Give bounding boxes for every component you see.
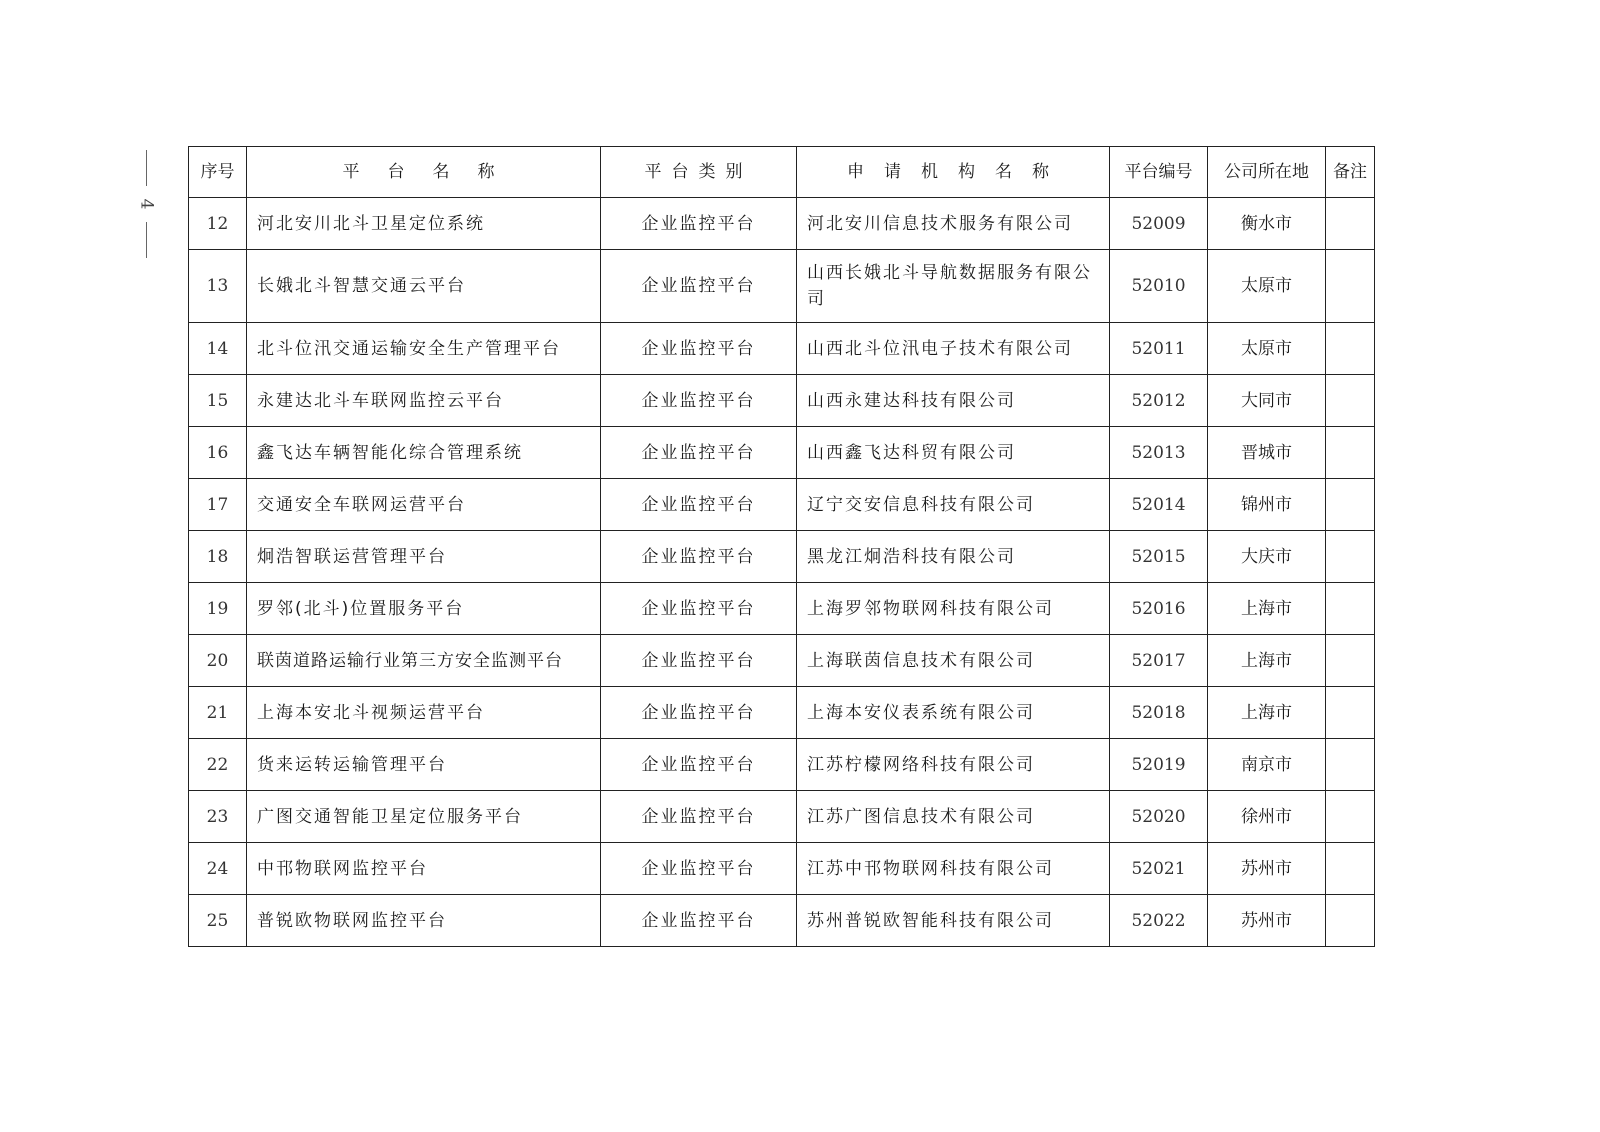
cell-location: 苏州市 bbox=[1208, 895, 1326, 947]
table-header-row bbox=[189, 147, 1375, 198]
cell-location: 晋城市 bbox=[1208, 427, 1326, 479]
table-row bbox=[189, 583, 1375, 635]
cell-platform-type: 企业监控平台 bbox=[601, 427, 797, 479]
header-platform-type: 平台类别 bbox=[601, 147, 797, 198]
cell-location: 苏州市 bbox=[1208, 843, 1326, 895]
cell-org-name: 山西长娥北斗导航数据服务有限公司 bbox=[797, 250, 1110, 323]
cell-seq: 25 bbox=[189, 895, 247, 947]
cell-platform-name: 联茵道路运输行业第三方安全监测平台 bbox=[247, 635, 601, 687]
cell-platform-type: 企业监控平台 bbox=[601, 583, 797, 635]
table-row bbox=[189, 375, 1375, 427]
cell-platform-name: 货来运转运输管理平台 bbox=[247, 739, 601, 791]
cell-remark bbox=[1326, 791, 1375, 843]
cell-location: 上海市 bbox=[1208, 687, 1326, 739]
cell-platform-type: 企业监控平台 bbox=[601, 479, 797, 531]
cell-location: 太原市 bbox=[1208, 323, 1326, 375]
cell-platform-name: 广图交通智能卫星定位服务平台 bbox=[247, 791, 601, 843]
cell-platform-name: 长娥北斗智慧交通云平台 bbox=[247, 250, 601, 323]
cell-remark bbox=[1326, 635, 1375, 687]
cell-seq: 22 bbox=[189, 739, 247, 791]
cell-org-name: 黑龙江炯浩科技有限公司 bbox=[797, 531, 1110, 583]
cell-seq: 21 bbox=[189, 687, 247, 739]
cell-platform-name: 鑫飞达车辆智能化综合管理系统 bbox=[247, 427, 601, 479]
cell-platform-name: 交通安全车联网运营平台 bbox=[247, 479, 601, 531]
cell-org-name: 山西鑫飞达科贸有限公司 bbox=[797, 427, 1110, 479]
cell-location: 大庆市 bbox=[1208, 531, 1326, 583]
cell-platform-type: 企业监控平台 bbox=[601, 791, 797, 843]
cell-seq: 13 bbox=[189, 250, 247, 323]
cell-platform-type: 企业监控平台 bbox=[601, 531, 797, 583]
cell-location: 锦州市 bbox=[1208, 479, 1326, 531]
header-org-name: 申请机构名称 bbox=[797, 147, 1110, 198]
cell-platform-name: 永建达北斗车联网监控云平台 bbox=[247, 375, 601, 427]
cell-location: 上海市 bbox=[1208, 583, 1326, 635]
cell-remark bbox=[1326, 531, 1375, 583]
table-row bbox=[189, 250, 1375, 323]
cell-platform-code: 52020 bbox=[1110, 791, 1208, 843]
cell-platform-code: 52018 bbox=[1110, 687, 1208, 739]
header-platform-code: 平台编号 bbox=[1110, 147, 1208, 198]
cell-platform-code: 52010 bbox=[1110, 250, 1208, 323]
cell-remark bbox=[1326, 687, 1375, 739]
cell-org-name: 上海罗邻物联网科技有限公司 bbox=[797, 583, 1110, 635]
cell-platform-name: 北斗位汛交通运输安全生产管理平台 bbox=[247, 323, 601, 375]
cell-location: 衡水市 bbox=[1208, 198, 1326, 250]
cell-platform-name: 炯浩智联运营管理平台 bbox=[247, 531, 601, 583]
cell-platform-type: 企业监控平台 bbox=[601, 198, 797, 250]
page-number-dash-bottom bbox=[146, 222, 147, 258]
cell-seq: 18 bbox=[189, 531, 247, 583]
cell-org-name: 江苏柠檬网络科技有限公司 bbox=[797, 739, 1110, 791]
cell-platform-type: 企业监控平台 bbox=[601, 895, 797, 947]
cell-location: 上海市 bbox=[1208, 635, 1326, 687]
cell-platform-name: 罗邻(北斗)位置服务平台 bbox=[247, 583, 601, 635]
cell-platform-type: 企业监控平台 bbox=[601, 687, 797, 739]
cell-org-name: 江苏中邗物联网科技有限公司 bbox=[797, 843, 1110, 895]
header-platform-name: 平台名称 bbox=[247, 147, 601, 198]
cell-platform-code: 52021 bbox=[1110, 843, 1208, 895]
table-row bbox=[189, 635, 1375, 687]
cell-seq: 14 bbox=[189, 323, 247, 375]
cell-org-name: 上海联茵信息技术有限公司 bbox=[797, 635, 1110, 687]
cell-remark bbox=[1326, 250, 1375, 323]
cell-org-name: 江苏广图信息技术有限公司 bbox=[797, 791, 1110, 843]
table-row bbox=[189, 479, 1375, 531]
cell-platform-code: 52019 bbox=[1110, 739, 1208, 791]
table-row bbox=[189, 323, 1375, 375]
table-row bbox=[189, 687, 1375, 739]
cell-remark bbox=[1326, 583, 1375, 635]
cell-org-name: 辽宁交安信息科技有限公司 bbox=[797, 479, 1110, 531]
page-number-marker bbox=[131, 150, 161, 270]
cell-remark bbox=[1326, 198, 1375, 250]
page-number-dash-top bbox=[146, 150, 147, 186]
cell-remark bbox=[1326, 843, 1375, 895]
cell-remark bbox=[1326, 479, 1375, 531]
cell-platform-type: 企业监控平台 bbox=[601, 635, 797, 687]
cell-remark bbox=[1326, 375, 1375, 427]
cell-location: 南京市 bbox=[1208, 739, 1326, 791]
cell-seq: 19 bbox=[189, 583, 247, 635]
cell-platform-code: 52015 bbox=[1110, 531, 1208, 583]
cell-location: 徐州市 bbox=[1208, 791, 1326, 843]
table-row bbox=[189, 198, 1375, 250]
cell-platform-name: 河北安川北斗卫星定位系统 bbox=[247, 198, 601, 250]
page-number: 4 bbox=[135, 198, 156, 210]
cell-platform-type: 企业监控平台 bbox=[601, 739, 797, 791]
table-row bbox=[189, 739, 1375, 791]
cell-platform-type: 企业监控平台 bbox=[601, 843, 797, 895]
cell-platform-type: 企业监控平台 bbox=[601, 323, 797, 375]
cell-seq: 12 bbox=[189, 198, 247, 250]
cell-remark bbox=[1326, 323, 1375, 375]
cell-org-name: 山西永建达科技有限公司 bbox=[797, 375, 1110, 427]
header-seq: 序号 bbox=[189, 147, 247, 198]
cell-platform-type: 企业监控平台 bbox=[601, 250, 797, 323]
cell-platform-code: 52022 bbox=[1110, 895, 1208, 947]
cell-platform-code: 52012 bbox=[1110, 375, 1208, 427]
cell-remark bbox=[1326, 739, 1375, 791]
cell-seq: 15 bbox=[189, 375, 247, 427]
cell-platform-name: 普锐欧物联网监控平台 bbox=[247, 895, 601, 947]
cell-remark bbox=[1326, 427, 1375, 479]
cell-org-name: 山西北斗位汛电子技术有限公司 bbox=[797, 323, 1110, 375]
cell-platform-name: 中邗物联网监控平台 bbox=[247, 843, 601, 895]
table-row bbox=[189, 895, 1375, 947]
cell-seq: 24 bbox=[189, 843, 247, 895]
table-row bbox=[189, 427, 1375, 479]
cell-seq: 17 bbox=[189, 479, 247, 531]
cell-org-name: 河北安川信息技术服务有限公司 bbox=[797, 198, 1110, 250]
cell-org-name: 苏州普锐欧智能科技有限公司 bbox=[797, 895, 1110, 947]
platform-table bbox=[188, 146, 1375, 947]
cell-platform-code: 52016 bbox=[1110, 583, 1208, 635]
cell-platform-code: 52009 bbox=[1110, 198, 1208, 250]
cell-seq: 20 bbox=[189, 635, 247, 687]
cell-seq: 23 bbox=[189, 791, 247, 843]
cell-seq: 16 bbox=[189, 427, 247, 479]
cell-location: 太原市 bbox=[1208, 250, 1326, 323]
table-row bbox=[189, 791, 1375, 843]
cell-org-name: 上海本安仪表系统有限公司 bbox=[797, 687, 1110, 739]
table-row bbox=[189, 843, 1375, 895]
header-remarks: 备注 bbox=[1326, 147, 1375, 198]
cell-platform-name: 上海本安北斗视频运营平台 bbox=[247, 687, 601, 739]
header-location: 公司所在地 bbox=[1208, 147, 1326, 198]
cell-remark bbox=[1326, 895, 1375, 947]
table-row bbox=[189, 531, 1375, 583]
cell-platform-code: 52011 bbox=[1110, 323, 1208, 375]
cell-platform-code: 52017 bbox=[1110, 635, 1208, 687]
cell-platform-type: 企业监控平台 bbox=[601, 375, 797, 427]
cell-platform-code: 52013 bbox=[1110, 427, 1208, 479]
cell-location: 大同市 bbox=[1208, 375, 1326, 427]
cell-platform-code: 52014 bbox=[1110, 479, 1208, 531]
